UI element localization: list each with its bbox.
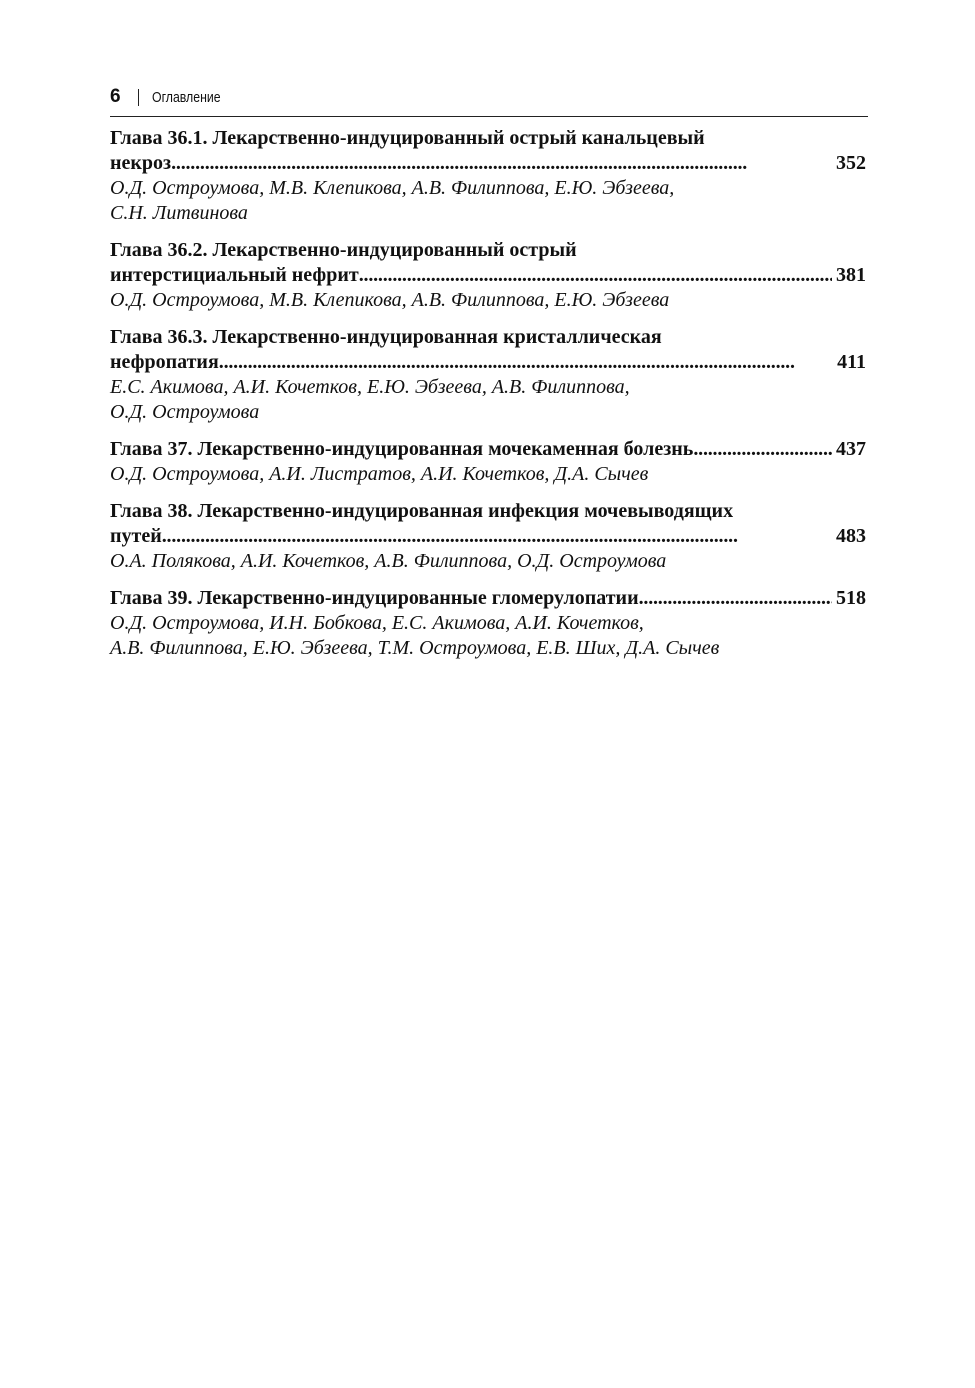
authors-line: О.Д. Остроумова, А.И. Листратов, А.И. Кочетков, Д.А. Сычев xyxy=(110,463,649,485)
authors-line: О.Д. Остроумова, И.Н. Бобкова, Е.С. Акимова, А.И. Кочетков, xyxy=(110,612,644,634)
chapter-title-last-line xyxy=(110,437,866,462)
header-separator xyxy=(138,89,139,106)
authors-line: О.Д. Остроумова, М.В. Клепикова, А.В. Филиппова, Е.Ю. Эбзеева, xyxy=(110,177,675,199)
chapter-title-end: Глава 39. Лекарственно-индуцированные гломерулопатии xyxy=(110,587,639,609)
chapter-title-line: Глава 38. Лекарственно-индуцированная инфекция мочевыводящих xyxy=(110,500,734,522)
dot-leader xyxy=(639,586,832,611)
page-reference: 483 xyxy=(836,525,866,547)
chapter-title-last-line xyxy=(110,586,866,611)
authors-line: О.Д. Остроумова xyxy=(110,401,260,423)
authors-line: Е.С. Акимова, А.И. Кочетков, Е.Ю. Эбзеева, А.В. Филиппова, xyxy=(110,376,630,398)
page-reference: 381 xyxy=(836,264,866,286)
toc-entry-36-3[interactable] xyxy=(110,325,866,425)
page-reference: 437 xyxy=(836,438,866,460)
page-reference: 411 xyxy=(837,351,866,373)
authors-line: О.А. Полякова, А.И. Кочетков, А.В. Филиппова, О.Д. Остроумова xyxy=(110,550,667,572)
page-number: 6 xyxy=(110,86,121,107)
chapter-title-last-line xyxy=(110,350,866,375)
dot-leader xyxy=(359,263,832,288)
authors-line: С.Н. Литвинова xyxy=(110,202,248,224)
toc-entry-37[interactable] xyxy=(110,437,866,487)
dot-leader xyxy=(171,151,832,176)
chapter-title-last-line xyxy=(110,524,866,549)
chapter-title-end: некроз xyxy=(110,152,172,174)
chapter-title-end: путей xyxy=(110,525,162,547)
toc-entry-36-1[interactable] xyxy=(110,126,866,226)
chapter-title-line: Глава 36.2. Лекарственно-индуцированный острый xyxy=(110,239,577,261)
table-of-contents xyxy=(110,126,866,673)
chapter-title-line: Глава 36.1. Лекарственно-индуцированный острый канальцевый xyxy=(110,127,705,149)
toc-entry-36-2[interactable] xyxy=(110,238,866,313)
page-reference: 518 xyxy=(836,587,866,609)
authors-line: А.В. Филиппова, Е.Ю. Эбзеева, Т.М. Остроумова, Е.В. Ших, Д.А. Сычев xyxy=(110,637,720,659)
running-title: Оглавление xyxy=(152,89,221,106)
running-header xyxy=(110,86,868,117)
dot-leader xyxy=(219,350,833,375)
toc-entry-39[interactable] xyxy=(110,586,866,661)
dot-leader xyxy=(162,524,832,549)
authors-line: О.Д. Остроумова, М.В. Клепикова, А.В. Филиппова, Е.Ю. Эбзеева xyxy=(110,289,670,311)
chapter-title-last-line xyxy=(110,263,866,288)
dot-leader xyxy=(693,437,832,462)
chapter-title-line: Глава 36.3. Лекарственно-индуцированная кристаллическая xyxy=(110,326,662,348)
chapter-title-end: интерстициальный нефрит xyxy=(110,264,359,286)
chapter-title-end: Глава 37. Лекарственно-индуцированная мочекаменная болезнь xyxy=(110,438,694,460)
page-reference: 352 xyxy=(836,152,866,174)
chapter-title-end: нефропатия xyxy=(110,351,219,373)
toc-entry-38[interactable] xyxy=(110,499,866,574)
chapter-title-last-line xyxy=(110,151,866,176)
